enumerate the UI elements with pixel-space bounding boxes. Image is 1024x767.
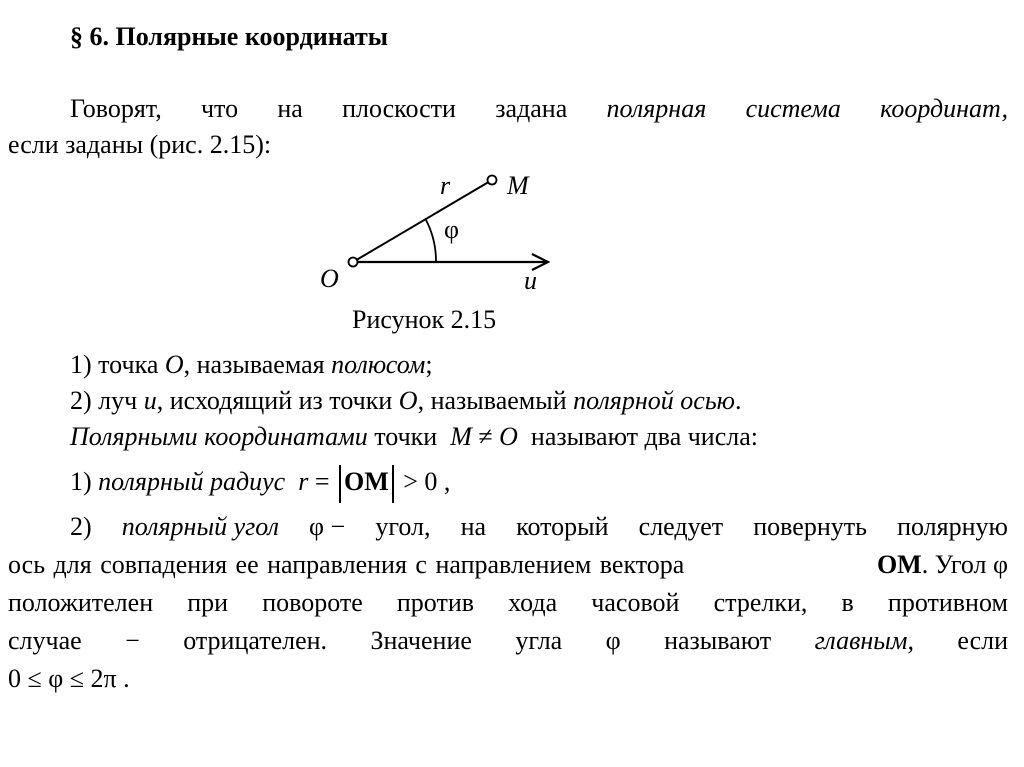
abs-bar-left [339, 465, 341, 503]
point-M [488, 176, 497, 185]
label-phi: φ [444, 215, 460, 244]
polar-figure [310, 172, 570, 292]
paragraph-1-line-1 [70, 94, 1008, 124]
item-polar-axis: 2) луч u, исходящий из точки O, называемый полярной осью. [70, 386, 742, 415]
paragraph-2-line-3: положителен при повороте против хода часовой стрелки, в противном [8, 588, 1008, 617]
paragraph-2-line-4: случае − отрицателен. Значение угла φ называют главным, если [8, 626, 1008, 655]
paragraph-2-line-1: 2) полярный угол φ − угол, на который следует повернуть полярную [70, 512, 1008, 541]
figure-caption: Рисунок 2.15 [352, 305, 497, 334]
word-italic: система [745, 94, 841, 123]
paragraph-2-line-5: 0 ≤ φ ≤ 2π . [8, 664, 130, 693]
polar-radius-line: 1) полярный радиус r = OM > 0 , [70, 462, 450, 503]
paragraph-2-line-2: ось для совпадения ее направления с направлением вектора OM . Угол φ [8, 550, 1008, 579]
word: на [277, 94, 303, 123]
paragraph-1-line-2: если заданы (рис. 2.15): [8, 130, 272, 159]
section-title: § 6. Полярные координаты [70, 22, 389, 51]
item-pole: 1) точка O, называемая полюсом; [70, 350, 433, 379]
definition-line: Полярными координатами точки M ≠ O называют два числа: [70, 422, 759, 451]
abs-bar-right [392, 465, 394, 503]
word: задана [495, 94, 568, 123]
word: плоскости [342, 94, 456, 123]
label-u: u [524, 266, 537, 292]
pole-point-O [349, 258, 358, 267]
vector-OM: OM [343, 467, 389, 496]
word-italic: полярная [606, 94, 707, 123]
label-r: r [440, 172, 451, 200]
word: что [200, 94, 239, 123]
word-italic: координат, [880, 94, 1008, 123]
label-M: M [507, 172, 529, 200]
radius-line [353, 180, 492, 262]
word: Говорят, [70, 94, 162, 123]
label-O: O [320, 264, 339, 292]
angle-arc [426, 220, 436, 262]
